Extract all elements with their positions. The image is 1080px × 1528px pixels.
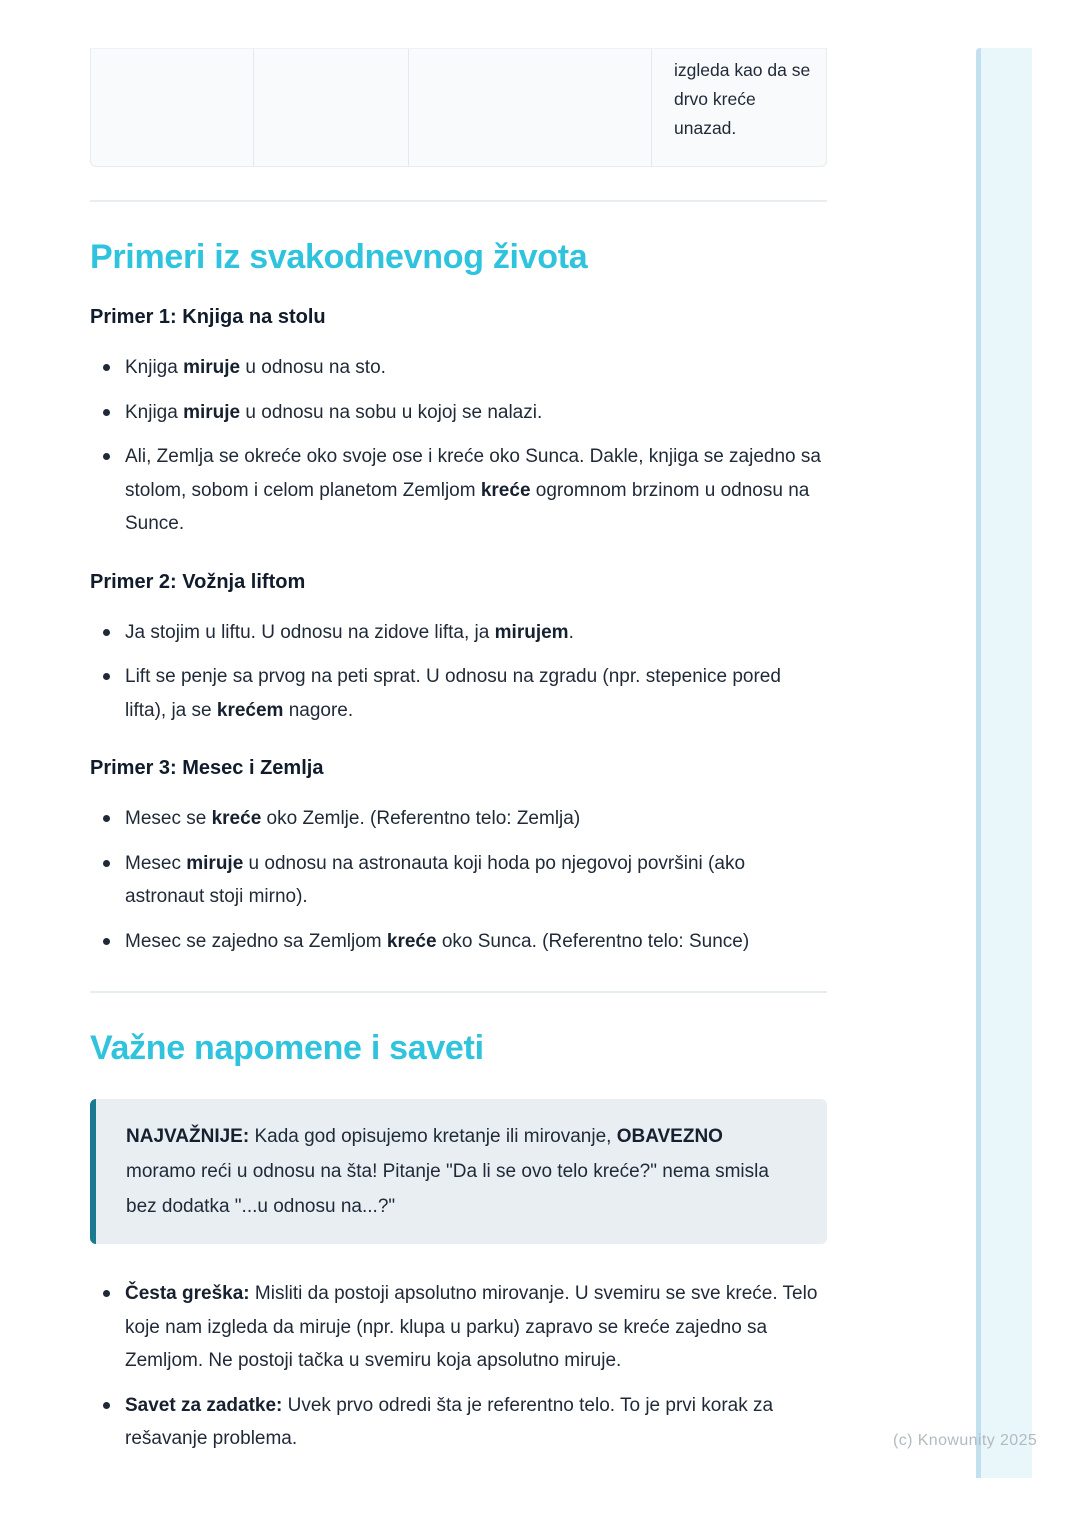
example-2-list — [90, 616, 827, 728]
list-item: Mesec se kreće oko Zemlje. (Referentno telo: Zemlja) — [90, 802, 827, 836]
notes-list — [90, 1277, 827, 1456]
section-divider-top — [90, 200, 827, 202]
list-item: Ja stojim u liftu. U odnosu na zidove lifta, ja mirujem. — [90, 616, 827, 650]
list-item: Savet za zadatke: Uvek prvo odredi šta je referentno telo. To je prvi korak za rešavanje problema. — [90, 1389, 827, 1456]
list-item: Knjiga miruje u odnosu na sobu u kojoj se nalazi. — [90, 396, 827, 430]
example-1-list — [90, 351, 827, 541]
list-item: Mesec se zajedno sa Zemljom kreće oko Sunca. (Referentno telo: Sunce) — [90, 925, 827, 959]
section-divider-bottom — [90, 991, 827, 993]
example-3-list — [90, 802, 827, 958]
important-note-callout: NAJVAŽNIJE: Kada god opisujemo kretanje ili mirovanje, OBAVEZNO moramo reći u odnosu na šta! Pitanje "Da li se ovo telo kreće?" nema smisla bez dodatka "...u odnosu na...?" — [90, 1099, 827, 1244]
list-item: Knjiga miruje u odnosu na sto. — [90, 351, 827, 385]
list-item: Ali, Zemlja se okreće oko svoje ose i kreće oko Sunca. Dakle, knjiga se zajedno sa stolom, sobom i celom planetom Zemljom kreće ogromnom brzinom u odnosu na Sunce. — [90, 440, 827, 541]
section-title-primeri: Primeri iz svakodnevnog života — [90, 238, 588, 276]
example-1-heading: Primer 1: Knjiga na stolu — [90, 306, 326, 328]
table-fragment — [90, 48, 827, 167]
example-3-heading: Primer 3: Mesec i Zemlja — [90, 757, 324, 779]
table-cell-4: izgleda kao da se drvo kreće unazad. — [674, 60, 811, 138]
table-cell-1 — [91, 49, 254, 166]
section-title-napomene: Važne napomene i saveti — [90, 1029, 484, 1067]
list-item: Mesec miruje u odnosu na astronauta koji hoda po njegovoj površini (ako astronaut stoji mirno). — [90, 847, 827, 914]
table-cell-3 — [409, 49, 652, 166]
document-page-content — [90, 0, 827, 1467]
list-item: Lift se penje sa prvog na peti sprat. U odnosu na zgradu (npr. stepenice pored lifta), ja se krećem nagore. — [90, 660, 827, 727]
list-item: Česta greška: Misliti da postoji apsolutno mirovanje. U svemiru se sve kreće. Telo koje nam izgleda da miruje (npr. klupa u parku) zapravo se kreće zajedno sa Zemljom. Ne postoji tačka u svemiru koja apsolutno miruje. — [90, 1277, 827, 1378]
table-cell-2 — [254, 49, 409, 166]
page-edge-strip — [976, 48, 1032, 1478]
example-2-heading: Primer 2: Vožnja liftom — [90, 570, 306, 593]
copyright-watermark: (c) Knowunity 2025 — [893, 1432, 1038, 1449]
